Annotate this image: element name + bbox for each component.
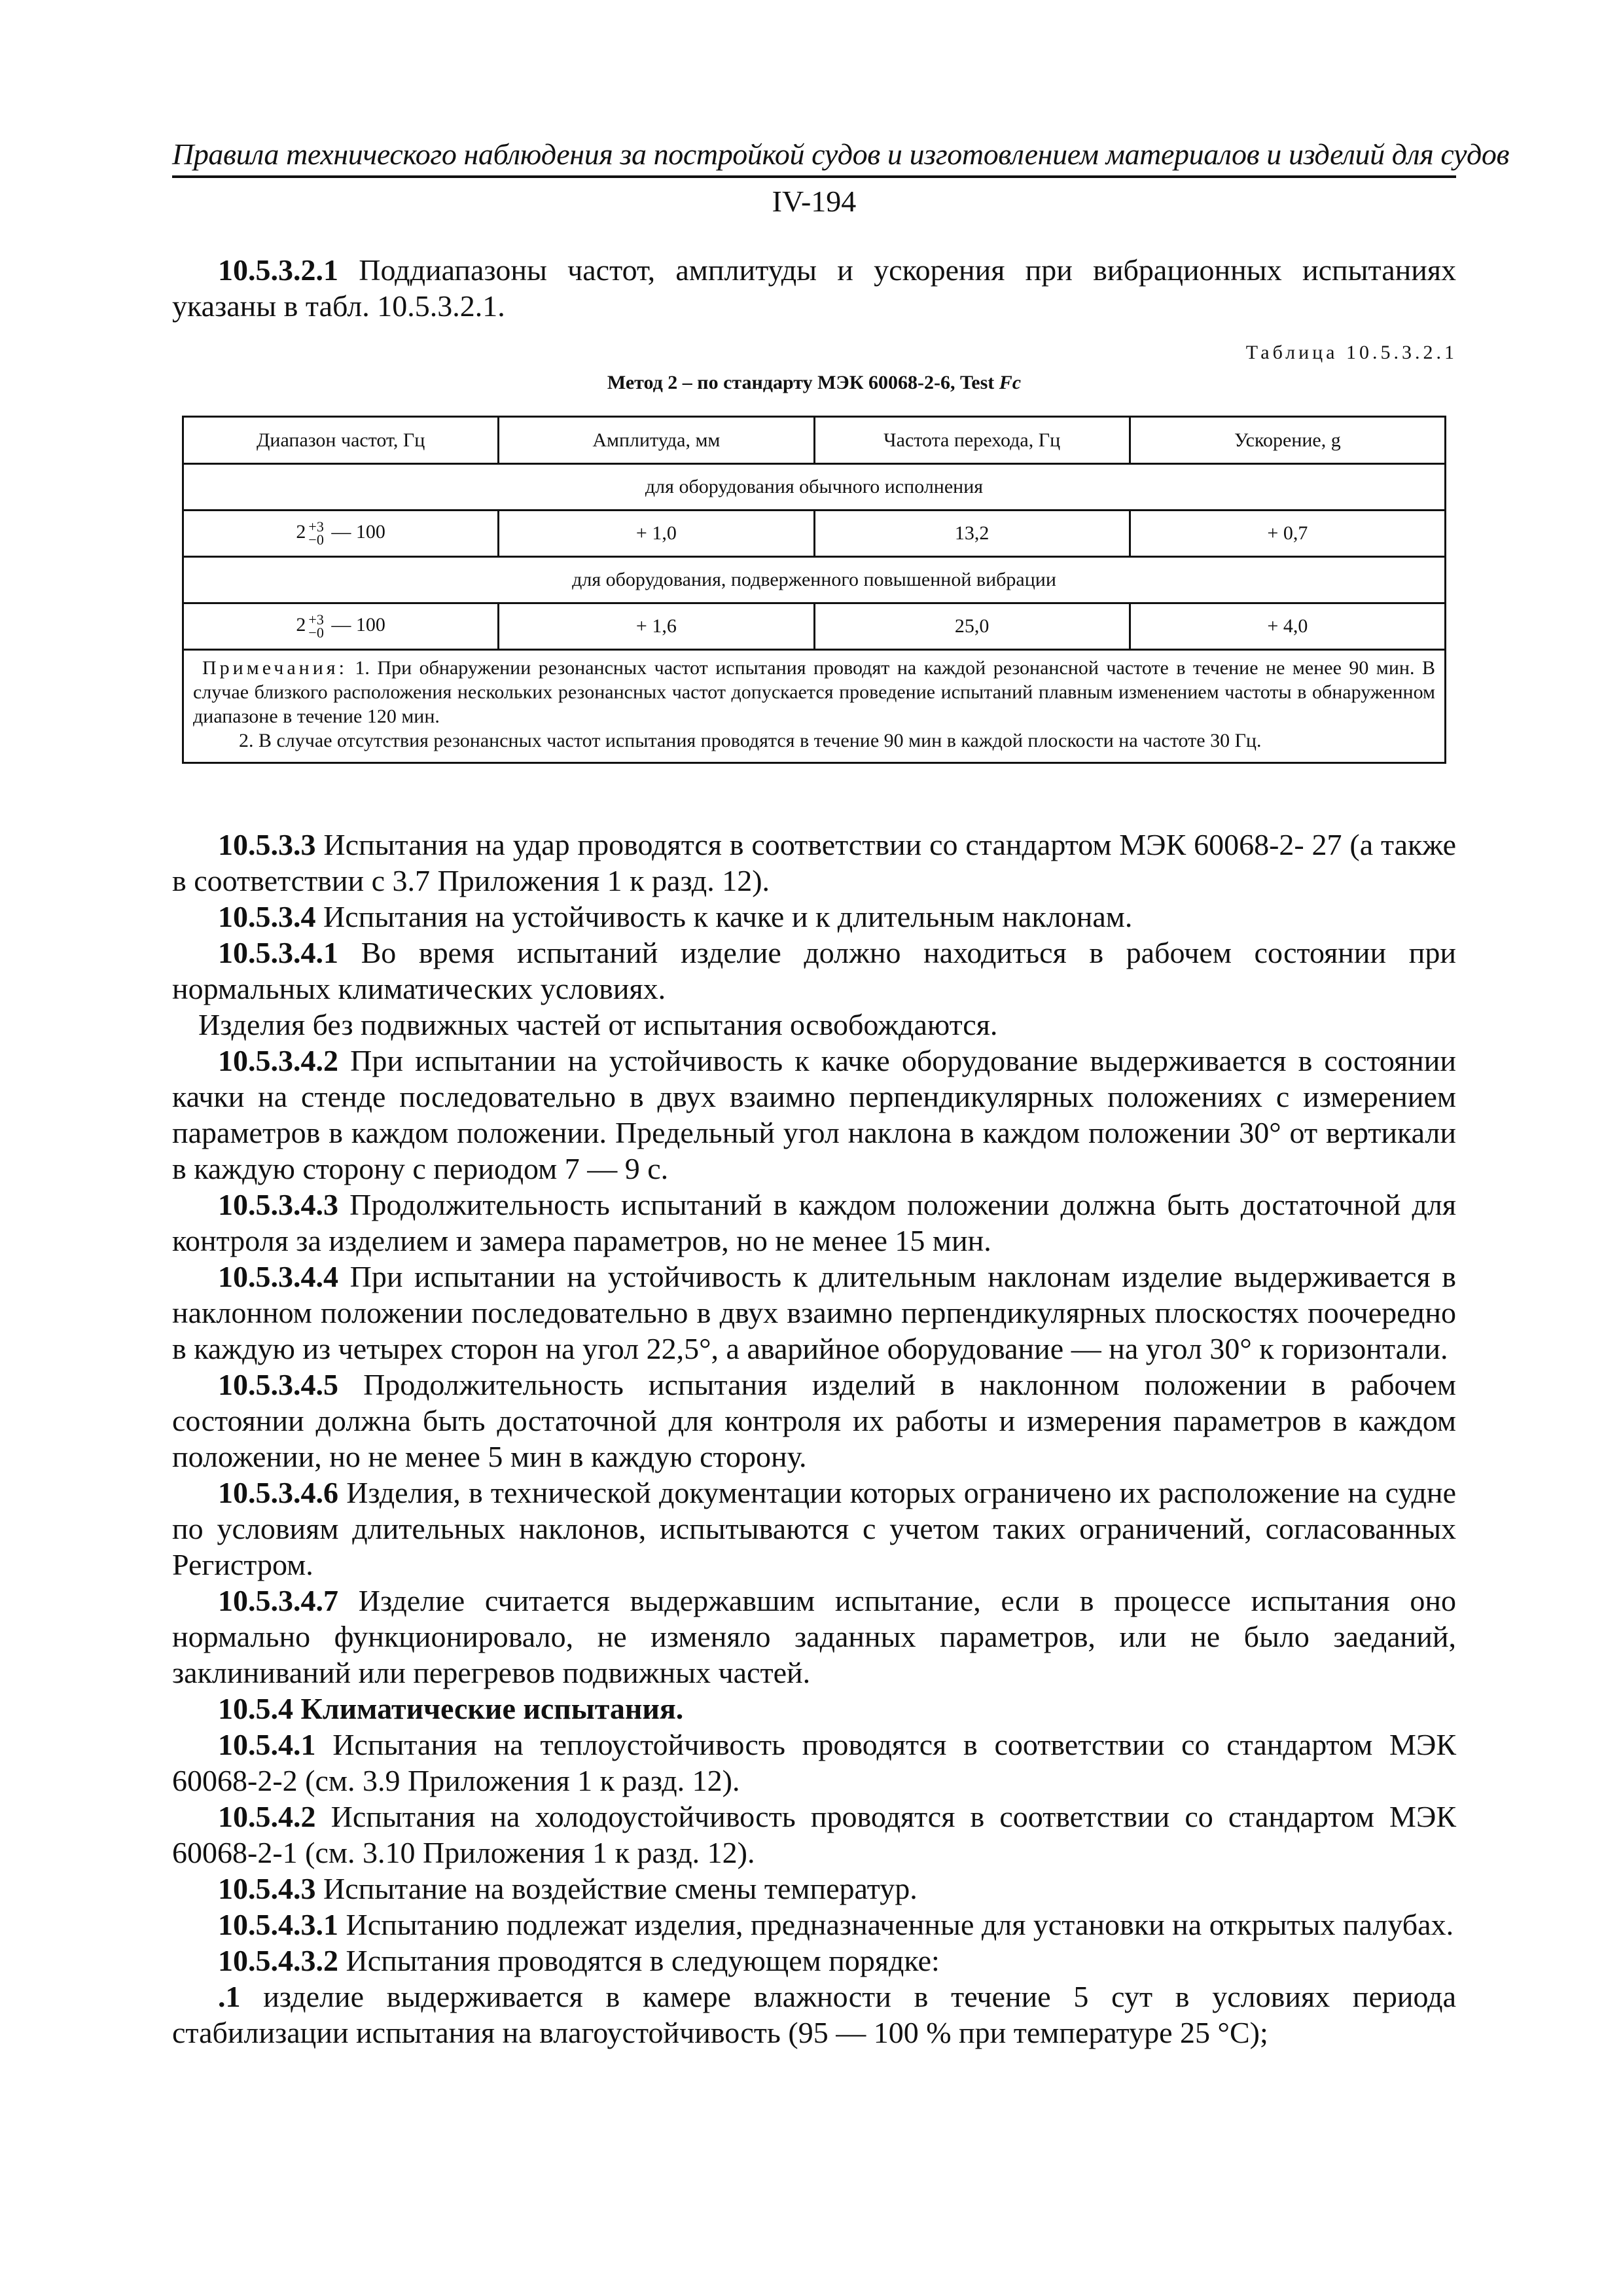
clause-number: .1 xyxy=(218,1980,241,2013)
clause-text: Испытания проводятся в следующем порядке: xyxy=(346,1944,940,1977)
clause-number: 10.5.3.4.3 xyxy=(218,1188,338,1221)
frequency-cell: 2 +3 −0 — 100 xyxy=(183,603,499,650)
clause-text: Изделия, в технической документации которых ограничено их расположение на судне по условиям длительных наклонов, испытываются с учетом таких ограничений, согласованных Регистром. xyxy=(172,1476,1456,1581)
vibration-table xyxy=(182,416,1446,764)
paragraph xyxy=(172,252,1456,324)
column-header: Частота перехода, Гц xyxy=(814,417,1130,464)
clause-number: 10.5.3.4.6 xyxy=(218,1476,338,1509)
paragraph xyxy=(172,899,1456,935)
clause-text: Во время испытаний изделие должно находиться в рабочем состоянии при нормальных климатических условиях. xyxy=(172,936,1456,1005)
notes-label: Примечания: xyxy=(202,657,348,679)
table-header-row xyxy=(183,417,1446,464)
column-header: Ускорение, g xyxy=(1130,417,1445,464)
amplitude-cell: + 1,0 xyxy=(499,511,814,557)
clause-text: Испытания на теплоустойчивость проводятся в соответствии со стандартом МЭК 60068-2-2 (см. 3.9 Приложения 1 к разд. 12). xyxy=(172,1728,1456,1797)
clause-text: изделие выдерживается в камере влажности в течение 5 сут в условиях периода стабилизации испытания на влагоустойчивость (95 — 100 % при температуре 25 °С); xyxy=(172,1980,1457,2049)
acceleration-cell: + 0,7 xyxy=(1130,511,1445,557)
clause-number: 10.5.3.4.1 xyxy=(218,936,338,969)
paragraph xyxy=(172,827,1456,899)
header-rule xyxy=(172,175,1456,178)
clause-number: 10.5.4.3 xyxy=(218,1872,316,1905)
column-header: Диапазон частот, Гц xyxy=(183,417,499,464)
paragraph xyxy=(172,1943,1456,1979)
paragraph xyxy=(172,1691,1456,1727)
clause-text: Испытания на холодоустойчивость проводятся в соответствии со стандартом МЭК 60068-2-1 (см. 3.10 Приложения 1 к разд. 12). xyxy=(172,1800,1457,1869)
paragraph xyxy=(172,1367,1456,1475)
clause-number: 10.5.3.3 xyxy=(218,828,316,861)
clause-number: 10.5.3.4.7 xyxy=(218,1584,338,1617)
clause-number: 10.5.3.4.5 xyxy=(218,1368,338,1401)
clause-text: При испытании на устойчивость к качке оборудование выдерживается в состоянии качки на стенде последовательно в двух взаимно перпендикулярных положениях с измерением параметров в каждом положении. Предельный угол наклона в каждом положении 30° от вертикали в каждую сторону с периодом 7 — 9 с. xyxy=(172,1044,1457,1185)
note-2: 2. В случае отсутствия резонансных частот испытания проводятся в течение 90 мин в каждой плоскости на частоте 30 Гц. xyxy=(239,730,1262,751)
paragraph xyxy=(172,1979,1456,2051)
paragraph xyxy=(172,1799,1456,1871)
intro-paragraph xyxy=(172,252,1456,324)
table-section-caption: для оборудования, подверженного повышенной вибрации xyxy=(183,557,1446,603)
test-symbol: Fc xyxy=(999,372,1022,393)
table-row xyxy=(183,511,1446,557)
crossover-cell: 13,2 xyxy=(814,511,1130,557)
table-notes-row xyxy=(183,650,1446,763)
column-header: Амплитуда, мм xyxy=(499,417,814,464)
clause-number: 10.5.4.3.1 xyxy=(218,1908,338,1941)
table-row xyxy=(183,603,1446,650)
clause-text: Испытания на удар проводятся в соответствии со стандартом МЭК 60068-2- 27 (а также в соответствии с 3.7 Приложения 1 к разд. 12). xyxy=(172,828,1456,897)
crossover-cell: 25,0 xyxy=(814,603,1130,650)
paragraph xyxy=(172,1907,1456,1943)
clause-number: 10.5.3.4.4 xyxy=(218,1260,338,1293)
main-text xyxy=(172,827,1456,2051)
paragraph xyxy=(172,1475,1456,1583)
clause-number: 10.5.3.2.1 xyxy=(218,253,338,287)
running-title: Правила технического наблюдения за постройкой судов и изготовлением материалов и изделий для судов xyxy=(172,137,1510,171)
clause-text: Изделие считается выдержавшим испытание, если в процессе испытания оно нормально функционировало, не изменяло заданных параметров, или не было заеданий, заклиниваний или перегревов подвижных частей. xyxy=(172,1584,1456,1689)
clause-text: Испытанию подлежат изделия, предназначенные для установки на открытых палубах. xyxy=(346,1908,1454,1941)
clause-number: 10.5.4.3.2 xyxy=(218,1944,338,1977)
table-section-caption: для оборудования обычного исполнения xyxy=(183,464,1446,511)
clause-text: Поддиапазоны частот, амплитуды и ускорения при вибрационных испытаниях указаны в табл. 10.5.3.2.1. xyxy=(172,253,1456,323)
acceleration-cell: + 4,0 xyxy=(1130,603,1445,650)
clause-text: Изделия без подвижных частей от испытания освобождаются. xyxy=(198,1008,998,1041)
paragraph xyxy=(172,1871,1456,1907)
paragraph xyxy=(172,935,1456,1007)
clause-text: Продолжительность испытаний в каждом положении должна быть достаточной для контроля за изделием и замера параметров, но не менее 15 мин. xyxy=(172,1188,1456,1257)
clause-number: 10.5.3.4 xyxy=(218,900,316,933)
paragraph xyxy=(172,1583,1456,1691)
paragraph xyxy=(172,1259,1456,1367)
clause-number: 10.5.3.4.2 xyxy=(218,1044,338,1077)
amplitude-cell: + 1,6 xyxy=(499,603,814,650)
page-number: IV-194 xyxy=(772,185,857,218)
clause-text: При испытании на устойчивость к длительным наклонам изделие выдерживается в наклонном положении последовательно в двух взаимно перпендикулярных плоскостях поочередно в каждую из четырех сторон на угол 22,5°, а аварийное оборудование — на угол 30° к горизонтали. xyxy=(172,1260,1457,1365)
clause-text: Испытания на устойчивость к качке и к длительным наклонам. xyxy=(323,900,1133,933)
note-1: 1. При обнаружении резонансных частот испытания проводят на каждой резонансной частоте в течение не менее 90 мин. В случае близкого расположения нескольких резонансных частот допускается проведение испытаний плавным изменением частоты в обнаруженном диапазоне в течение 120 мин. xyxy=(193,657,1435,727)
clause-number: 10.5.4.1 xyxy=(218,1728,316,1761)
table-label: Таблица 10.5.3.2.1 xyxy=(1245,342,1457,363)
paragraph xyxy=(172,1727,1456,1799)
table-title: Метод 2 – по стандарту МЭК 60068-2-6, Test Fc xyxy=(607,372,1022,393)
clause-text: Продолжительность испытания изделий в наклонном положении в рабочем состоянии должна быть достаточной для контроля их работы и измерения параметров в каждом положении, но не менее 5 мин в каждую сторону. xyxy=(172,1368,1457,1473)
clause-text: Испытание на воздействие смены температур. xyxy=(323,1872,918,1905)
paragraph xyxy=(172,1007,1456,1043)
frequency-cell: 2 +3 −0 — 100 xyxy=(183,511,499,557)
table-notes xyxy=(183,650,1446,763)
paragraph xyxy=(172,1187,1456,1259)
paragraph xyxy=(172,1043,1456,1187)
section-heading: 10.5.4 Климатические испытания. xyxy=(218,1692,684,1725)
clause-number: 10.5.4.2 xyxy=(218,1800,316,1833)
